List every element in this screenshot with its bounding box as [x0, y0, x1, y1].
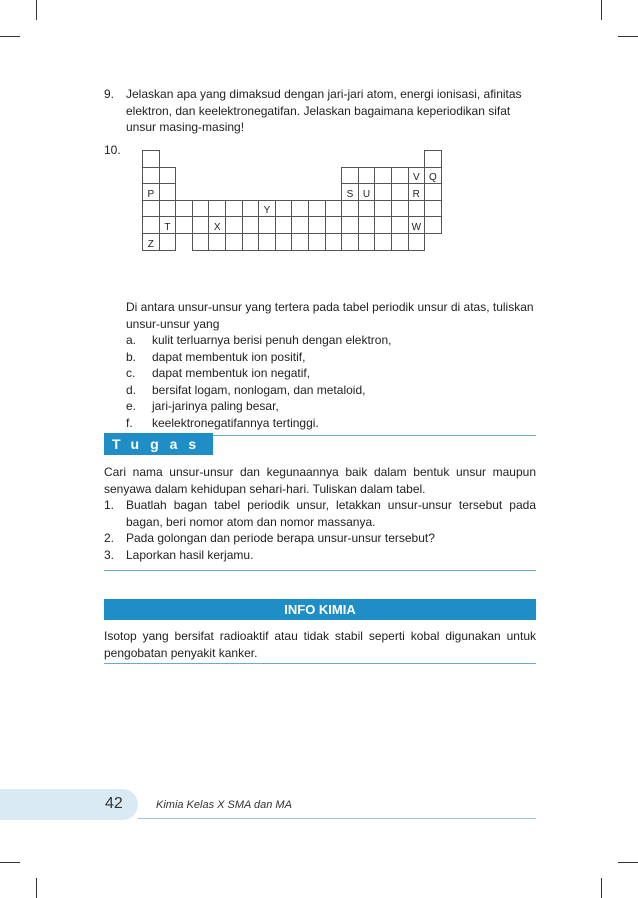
crop-mark	[601, 878, 602, 898]
tugas-content	[104, 464, 536, 563]
tugas-intro: Cari nama unsur-unsur dan kegunaannya baik dalam bentuk unsur maupun senyawa dalam kehidupan sehari-hari. Tuliskan dalam tabel.	[104, 465, 536, 496]
element-P: P	[143, 184, 160, 201]
element-W: W	[408, 217, 425, 234]
list-item: 3. Laporkan hasil kerjamu.	[104, 547, 254, 562]
element-Y: Y	[259, 200, 276, 217]
question-10-list	[126, 332, 536, 431]
list-item: d. bersifat logam, nonlogam, dan metaloid,	[126, 382, 366, 397]
list-item: f. keelektronegatifannya tertinggi.	[126, 415, 319, 430]
crop-mark	[618, 862, 638, 863]
question-10-intro: Di antara unsur-unsur yang tertera pada tabel periodik unsur di atas, tuliskan unsur-unsur yang	[126, 300, 534, 331]
list-item: 2. Pada golongan dan periode berapa unsur-unsur tersebut?	[104, 531, 435, 545]
question-9	[104, 86, 536, 136]
crop-mark	[618, 36, 638, 37]
periodic-table-grid	[142, 150, 442, 251]
element-S: S	[342, 184, 359, 201]
question-number: 9.	[104, 87, 115, 101]
section-divider	[104, 570, 536, 571]
element-T: T	[159, 217, 176, 234]
element-Z: Z	[143, 233, 160, 250]
list-item: 1. Buatlah bagan tabel periodik unsur, letakkan unsur-unsur tersebut pada bagan, beri nomor atom dan nomor massanya.	[104, 498, 536, 529]
crop-mark	[36, 0, 37, 20]
footer-divider	[138, 818, 536, 819]
element-R: R	[408, 184, 425, 201]
crop-mark	[36, 878, 37, 898]
list-item: b. dapat membentuk ion positif,	[126, 349, 306, 364]
crop-mark	[601, 0, 602, 20]
element-Q: Q	[425, 167, 442, 184]
crop-mark	[0, 36, 20, 37]
crop-mark	[0, 862, 20, 863]
page-number: 42	[105, 795, 123, 812]
element-X: X	[209, 217, 226, 234]
list-item: a. kulit terluarnya berisi penuh dengan elektron,	[126, 333, 392, 347]
question-10-number: 10.	[104, 143, 121, 157]
info-kimia-text: Isotop yang bersifat radioaktif atau tidak stabil seperti kobal digunakan untuk pengobatan penyakit kanker.	[104, 629, 536, 660]
element-U: U	[358, 184, 375, 201]
section-divider	[104, 663, 536, 664]
list-item: e. jari-jarinya paling besar,	[126, 399, 279, 413]
info-kimia-heading: INFO KIMIA	[104, 599, 536, 620]
question-text: Jelaskan apa yang dimaksud dengan jari-jari atom, energi ionisasi, afinitas elektron, dan keelektronegatifan. Jelaskan bagaimana keperiodikan sifat unsur masing-masing!	[126, 87, 522, 134]
tugas-heading: Tugas	[104, 433, 213, 455]
book-title: Kimia Kelas X SMA dan MA	[156, 799, 292, 811]
list-item: c. dapat membentuk ion negatif,	[126, 366, 311, 380]
section-divider	[213, 435, 536, 436]
element-V: V	[408, 167, 425, 184]
